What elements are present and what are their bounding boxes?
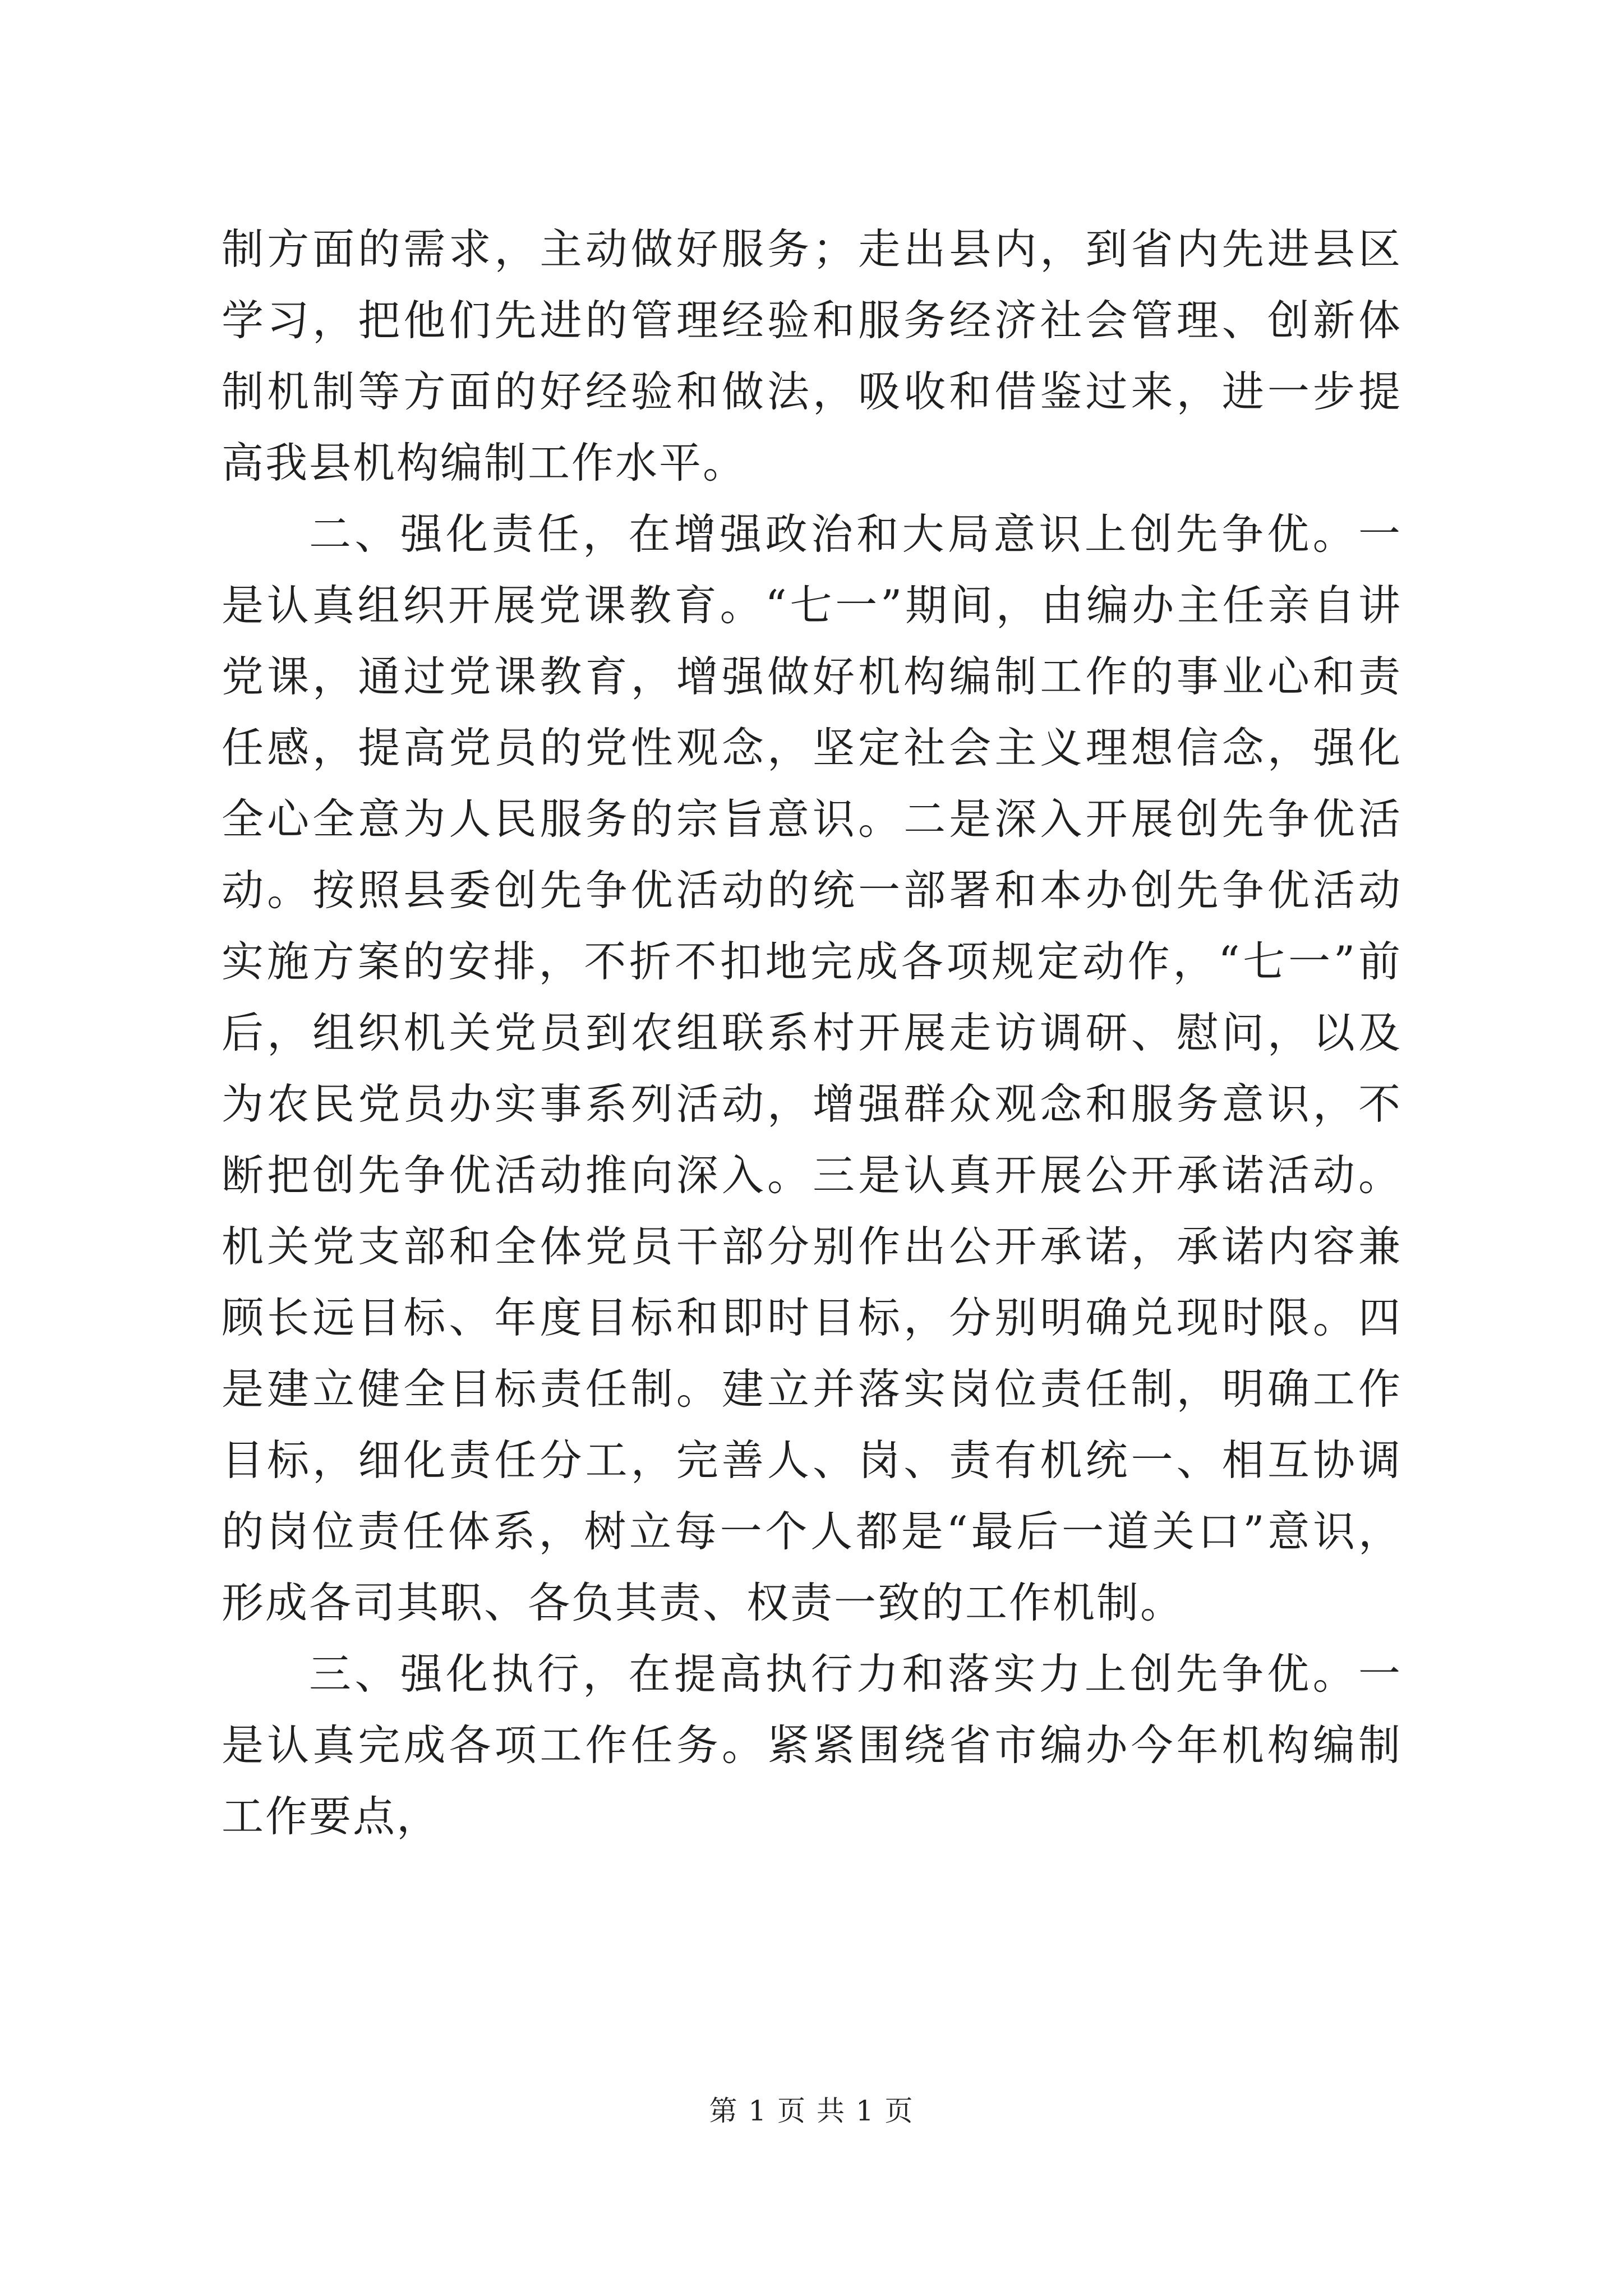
- paragraph-section-two: 二、强化责任，在增强政治和大局意识上创先争优。一是认真组织开展党课教育。“七一”期间，由编办主任亲自讲党课，通过党课教育，增强做好机构编制工作的事业心和责任感，提高党员的党性观念，坚定社会主义理想信念，强化全心全意为人民服务的宗旨意识。二是深入开展创先争优活动。按照县委创先争优活动的统一部署和本办创先争优活动实施方案的安排，不折不扣地完成各项规定动作，“七一”前后，组织机关党员到农组联系村开展走访调研、慰问，以及为农民党员办实事系列活动，增强群众观念和服务意识，不断把创先争优活动推向深入。三是认真开展公开承诺活动。机关党支部和全体党员干部分别作出公开承诺，承诺内容兼顾长远目标、年度目标和即时目标，分别明确兑现时限。四是建立健全目标责任制。建立并落实岗位责任制，明确工作目标，细化责任分工，完善人、岗、责有机统一、相互协调的岗位责任体系，树立每一个人都是“最后一道关口”意识，形成各司其职、各负其责、权责一致的工作机制。: [222, 509, 1402, 1627]
- paragraph-continuation: 制方面的需求，主动做好服务；走出县内，到省内先进县区学习，把他们先进的管理经验和服务经济社会管理、创新体制机制等方面的好经验和做法，吸收和借鉴过来，进一步提高我县机构编制工作水平。: [222, 224, 1402, 487]
- document-body: [222, 214, 1402, 1852]
- page-footer: 第 1 页 共 1 页: [709, 2095, 914, 2127]
- paragraph-section-three: 三、强化执行，在提高执行力和落实力上创先争优。一是认真完成各项工作任务。紧紧围绕省市编办今年机构编制工作要点，: [222, 1649, 1402, 1841]
